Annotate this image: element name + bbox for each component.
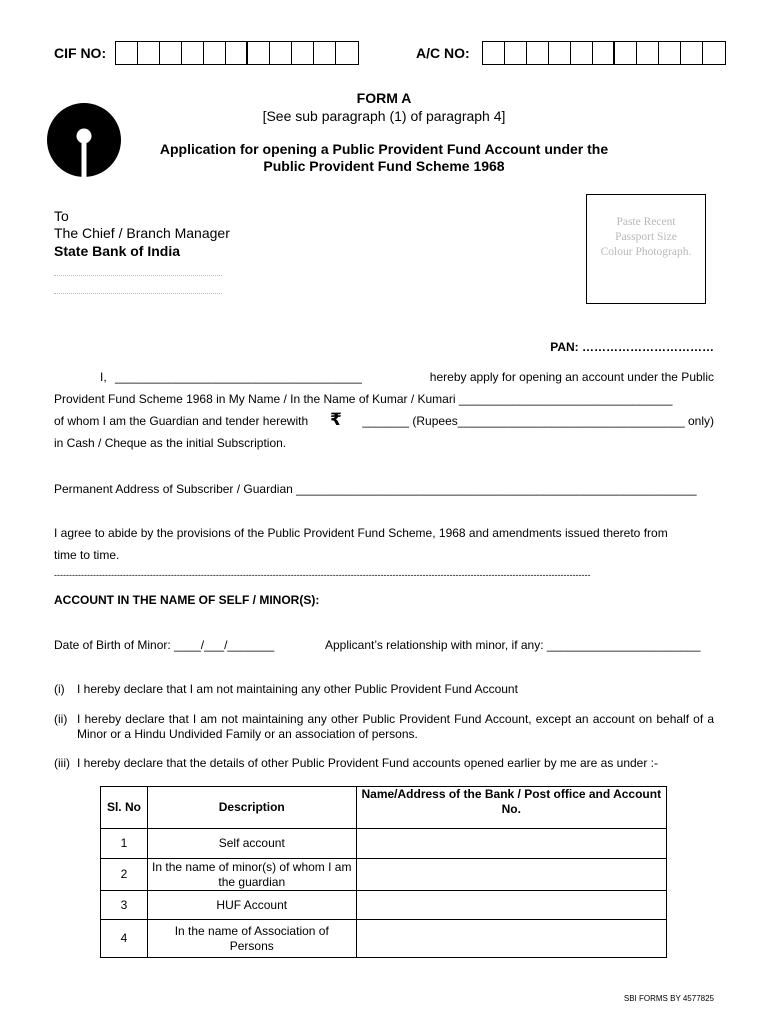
ppf-accounts-table	[100, 786, 667, 958]
minor-dob-field[interactable]: Date of Birth of Minor: ____/___/_______	[54, 638, 275, 652]
declaration-text: I hereby declare that I am not maintaining any other Public Provident Fund Account	[77, 682, 518, 696]
table-cell-bank[interactable]	[356, 859, 666, 891]
rupee-icon: ₹	[330, 410, 342, 429]
amount-field[interactable]: _______ (Rupees__________________________________ only)	[362, 414, 714, 428]
photo-box[interactable]	[586, 194, 706, 304]
agreement-line1: I agree to abide by the provisions of the Public Provident Fund Scheme, 1968 and amendments issued thereto from	[54, 526, 668, 540]
declaration-text: I hereby declare that I am not maintaining any other Public Provident Fund Account, except an account on behalf of a Minor or a Hindu Undivided Family or an association of persons.	[77, 712, 714, 741]
table-cell-slno: 2	[101, 859, 148, 891]
declaration-num: (iii)	[54, 756, 70, 770]
cif-box[interactable]	[182, 42, 204, 64]
cif-box[interactable]	[226, 42, 248, 64]
table-cell-description: In the name of Association of Persons	[147, 920, 356, 958]
table-cell-description: HUF Account	[147, 891, 356, 920]
cif-box[interactable]	[270, 42, 292, 64]
photo-text-line: Paste Recent	[616, 216, 676, 228]
ac-box[interactable]	[703, 42, 725, 64]
table-cell-description: In the name of minor(s) of whom I am the guardian	[147, 859, 356, 891]
ac-box[interactable]	[637, 42, 659, 64]
body-line4: in Cash / Cheque as the initial Subscription.	[54, 436, 287, 450]
form-subtitle: [See sub paragraph (1) of paragraph 4]	[262, 108, 506, 124]
ac-box[interactable]	[615, 42, 637, 64]
table-cell-description: Self account	[147, 829, 356, 859]
table-header-slno: Sl. No	[101, 787, 148, 829]
ac-box[interactable]	[505, 42, 527, 64]
ac-box[interactable]	[571, 42, 593, 64]
table-header-row	[101, 787, 667, 829]
body-line2: Provident Fund Scheme 1968 in My Name / In the Name of Kumar / Kumari ________________________________	[54, 392, 673, 406]
table-header-description: Description	[147, 787, 356, 829]
addressee-bank: State Bank of India	[54, 243, 181, 259]
branch-address-line[interactable]	[54, 293, 222, 294]
table-cell-slno: 3	[101, 891, 148, 920]
cif-box[interactable]	[248, 42, 270, 64]
table-cell-slno: 1	[101, 829, 148, 859]
cif-box[interactable]	[160, 42, 182, 64]
photo-text-line: Colour Photograph.	[600, 246, 692, 258]
declaration-num: (ii)	[54, 712, 68, 726]
body-line1-text: hereby apply for opening an account under the Public	[429, 370, 714, 384]
body-line3-text: of whom I am the Guardian and tender herewith	[54, 414, 309, 428]
declaration-text: I hereby declare that the details of other Public Provident Fund accounts opened earlier by me are as under :-	[77, 756, 659, 770]
separator: -----------------------------------------------------------------------------------------------------------------------------------------------------------------------------------	[54, 570, 591, 580]
table-cell-bank[interactable]	[356, 829, 666, 859]
ac-box[interactable]	[681, 42, 703, 64]
table-row	[101, 920, 667, 958]
form-heading-line1: Application for opening a Public Provident Fund Account under the	[159, 141, 609, 157]
minor-relationship-field[interactable]: Applicant’s relationship with minor, if any: _______________________	[325, 638, 701, 652]
table-cell-bank[interactable]	[356, 920, 666, 958]
table-row	[101, 859, 667, 891]
permanent-address-field[interactable]: Permanent Address of Subscriber / Guardian ____________________________________________________________	[54, 482, 697, 496]
addressee-to: To	[54, 208, 69, 224]
footer-form-code: SBI FORMS BY 4577825	[623, 994, 714, 1003]
cif-box[interactable]	[138, 42, 160, 64]
cif-input-boxes[interactable]	[115, 41, 359, 65]
body-i: I,	[100, 370, 107, 384]
table-row	[101, 891, 667, 920]
cif-box[interactable]	[336, 42, 358, 64]
ac-label: A/C NO:	[416, 45, 470, 61]
form-title: FORM A	[356, 90, 412, 106]
ac-box[interactable]	[527, 42, 549, 64]
pan-field[interactable]: PAN: ……………………………	[550, 340, 714, 354]
cif-label: CIF NO:	[54, 45, 107, 61]
ac-box[interactable]	[593, 42, 615, 64]
ac-box[interactable]	[549, 42, 571, 64]
cif-box[interactable]	[292, 42, 314, 64]
minor-section-heading: ACCOUNT IN THE NAME OF SELF / MINOR(S):	[54, 593, 320, 607]
ac-box[interactable]	[659, 42, 681, 64]
applicant-name-field[interactable]: _____________________________________	[115, 370, 362, 384]
cif-box[interactable]	[314, 42, 336, 64]
form-heading-line2: Public Provident Fund Scheme 1968	[263, 158, 505, 174]
cif-box[interactable]	[116, 42, 138, 64]
table-cell-bank[interactable]	[356, 891, 666, 920]
branch-address-line[interactable]	[54, 275, 222, 276]
ac-box[interactable]	[483, 42, 505, 64]
declaration-num: (i)	[54, 682, 65, 696]
ac-input-boxes[interactable]	[482, 41, 726, 65]
table-cell-slno: 4	[101, 920, 148, 958]
table-header-bank: Name/Address of the Bank / Post office and Account No.	[356, 787, 666, 829]
addressee-title: The Chief / Branch Manager	[54, 225, 230, 241]
agreement-line2: time to time.	[54, 548, 120, 562]
cif-box[interactable]	[204, 42, 226, 64]
table-row	[101, 829, 667, 859]
photo-text-line: Passport Size	[615, 231, 677, 243]
